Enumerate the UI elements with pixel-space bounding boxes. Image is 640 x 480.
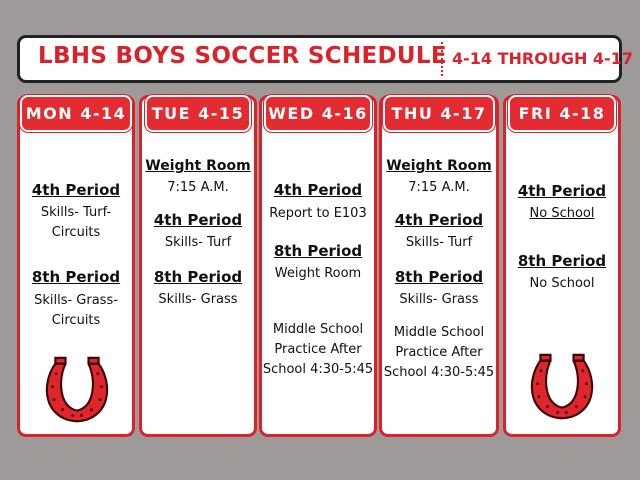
horseshoe-icon <box>41 356 113 426</box>
day-column-wed <box>259 95 377 437</box>
page-title: LBHS BOYS SOCCER SCHEDULE <box>38 43 447 69</box>
wed-period4-title: 4th Period <box>273 181 363 199</box>
header-banner <box>17 35 633 83</box>
tue-weightroom-time: 7:15 A.M. <box>167 180 229 195</box>
fri-period8-title: 8th Period <box>517 252 607 270</box>
thu-note-line2: Practice After <box>395 345 483 360</box>
day-label-tue: TUE 4-15 <box>145 95 251 132</box>
day-label-mon: MON 4-14 <box>20 95 132 132</box>
tue-period8-text: Skills- Grass <box>158 292 238 307</box>
mon-period4-line1: Skills- Turf- <box>40 205 112 220</box>
mon-period8-line2: Circuits <box>51 313 101 328</box>
thu-period8-text: Skills- Grass <box>399 292 479 307</box>
fri-period4-text: No School <box>529 206 595 221</box>
day-label-wed: WED 4-16 <box>264 95 372 132</box>
thu-note-line1: Middle School <box>393 325 485 340</box>
wed-period8-title: 8th Period <box>273 242 363 260</box>
day-column-fri <box>503 95 621 437</box>
tue-period4-title: 4th Period <box>153 211 243 229</box>
wed-period4-text: Report to E103 <box>269 206 367 221</box>
thu-weightroom-time: 7:15 A.M. <box>408 180 470 195</box>
thu-period8-title: 8th Period <box>394 268 484 286</box>
tue-period4-text: Skills- Turf <box>164 235 232 250</box>
tue-weightroom-title: Weight Room <box>145 158 251 174</box>
wed-note-line2: Practice After <box>274 342 362 357</box>
horseshoe-icon <box>526 353 598 423</box>
date-range: 4-14 THROUGH 4-17 <box>452 49 633 68</box>
title-divider <box>441 42 443 76</box>
wed-note-line3: School 4:30-5:45 <box>262 362 374 377</box>
mon-period4-line2: Circuits <box>51 225 101 240</box>
thu-period4-title: 4th Period <box>394 211 484 229</box>
day-column-thu <box>379 95 499 437</box>
wed-note-line1: Middle School <box>272 322 364 337</box>
day-label-fri: FRI 4-18 <box>508 95 616 132</box>
mon-period4-title: 4th Period <box>31 181 121 199</box>
day-column-tue <box>139 95 257 437</box>
tue-period8-title: 8th Period <box>153 268 243 286</box>
thu-note-line3: School 4:30-5:45 <box>383 365 495 380</box>
fri-period4-title: 4th Period <box>517 182 607 200</box>
mon-period8-line1: Skills- Grass- <box>34 293 118 308</box>
thu-period4-text: Skills- Turf <box>405 235 473 250</box>
day-column-mon <box>17 95 135 437</box>
thu-weightroom-title: Weight Room <box>386 158 492 174</box>
day-label-thu: THU 4-17 <box>383 95 495 132</box>
fri-period8-text: No School <box>529 276 595 291</box>
mon-period8-title: 8th Period <box>31 268 121 286</box>
wed-period8-text: Weight Room <box>274 266 362 281</box>
